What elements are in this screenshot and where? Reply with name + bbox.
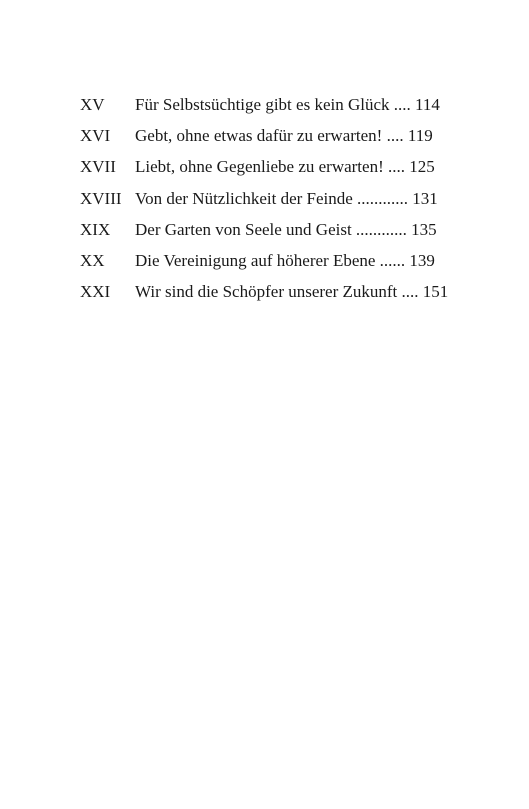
toc-entry xyxy=(80,157,470,188)
chapter-numeral: XIX xyxy=(80,219,111,239)
toc-entry xyxy=(80,95,470,126)
chapter-numeral: XVII xyxy=(80,157,116,177)
toc-entry xyxy=(80,220,470,251)
chapter-title-with-page: Wir sind die Schöpfer unserer Zukunft .... 151 xyxy=(135,282,449,302)
chapter-numeral: XVI xyxy=(80,126,111,146)
chapter-numeral: XX xyxy=(80,250,105,270)
chapter-title-with-page: Der Garten von Seele und Geist ............ 135 xyxy=(135,219,437,239)
chapter-title-with-page: Von der Nützlichkeit der Feinde ............ 131 xyxy=(135,188,438,208)
chapter-title-with-page: Gebt, ohne etwas dafür zu erwarten! .... 119 xyxy=(135,126,433,146)
toc-entry xyxy=(80,282,470,313)
chapter-title-with-page: Für Selbstsüchtige gibt es kein Glück .... 114 xyxy=(135,95,440,114)
chapter-numeral: XXI xyxy=(80,282,111,302)
chapter-title-with-page: Die Vereinigung auf höherer Ebene ...... 139 xyxy=(135,250,435,270)
table-of-contents xyxy=(80,95,470,313)
chapter-numeral: XV xyxy=(80,95,105,114)
chapter-title-with-page: Liebt, ohne Gegenliebe zu erwarten! .... 125 xyxy=(135,157,435,177)
toc-entry xyxy=(80,251,470,282)
chapter-numeral: XVIII xyxy=(80,188,122,208)
toc-entry xyxy=(80,189,470,220)
toc-entry xyxy=(80,126,470,157)
